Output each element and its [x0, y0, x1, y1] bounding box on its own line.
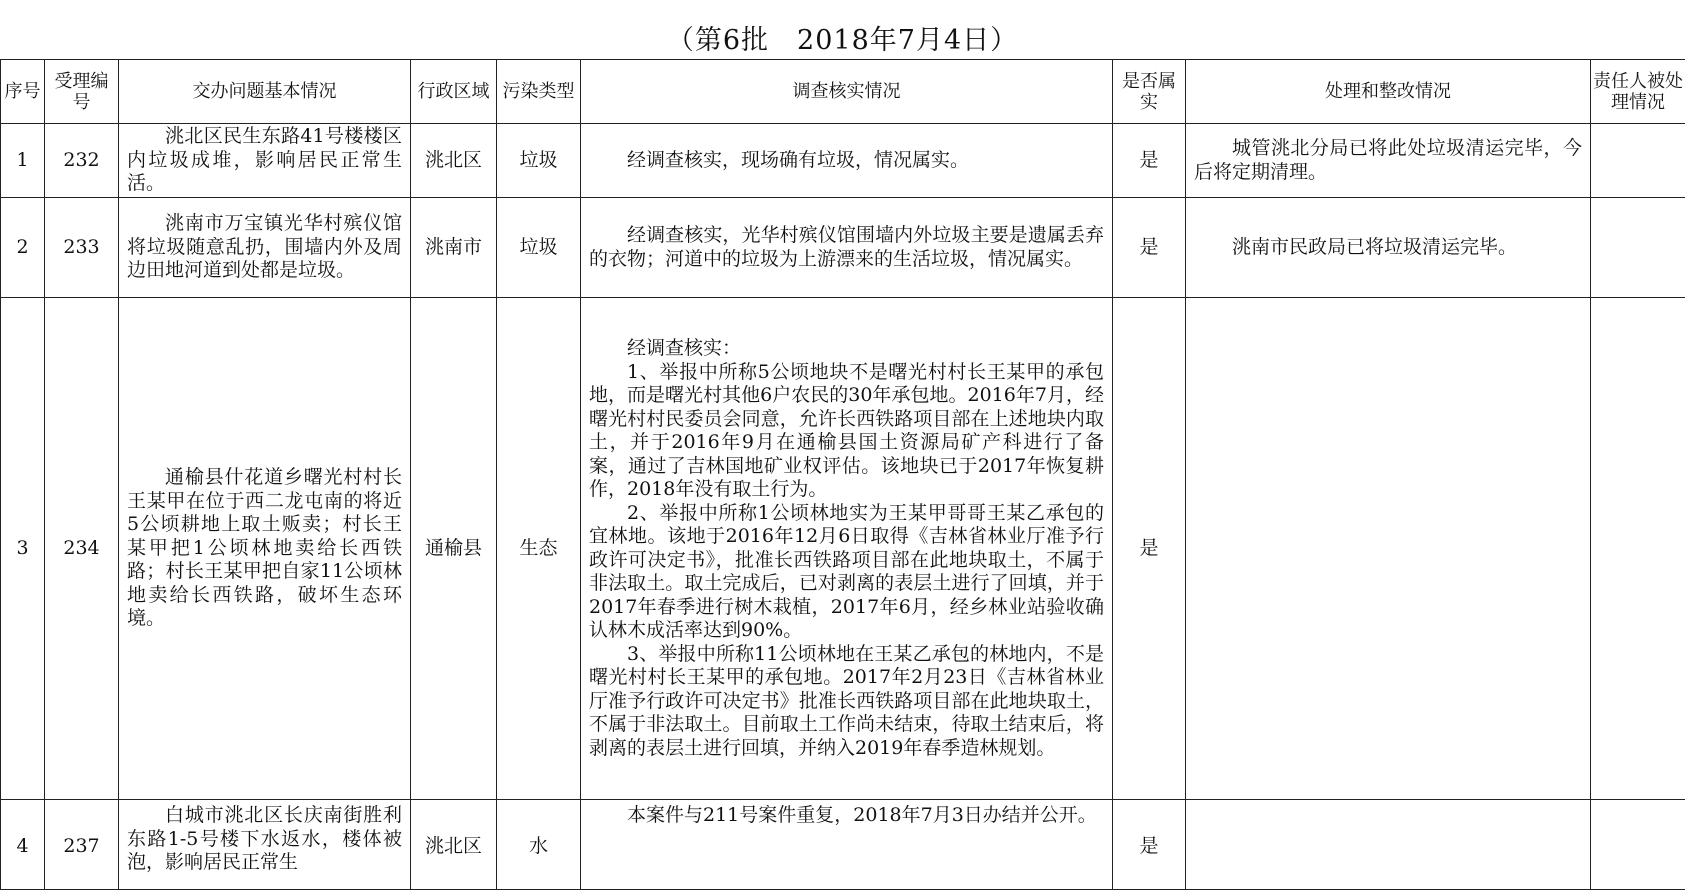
table-header-row	[1, 60, 1685, 124]
cell-summary	[119, 124, 411, 198]
cell-pollution: 垃圾	[497, 124, 581, 198]
cell-handling	[1186, 198, 1591, 298]
cell-case-no: 237	[45, 800, 119, 890]
summary-text: 白城市洮北区长庆南街胜利东路1-5号楼下水返水，楼体被泡，影响居民正常生	[127, 804, 402, 875]
cell-seq: 3	[1, 298, 45, 800]
cell-district: 洮北区	[411, 124, 497, 198]
investigation-point-1: 1、举报中所称5公顷地块不是曙光村村长王某甲的承包地，而是曙光村其他6户农民的30年承包地。2016年7月，经曙光村村民委员会同意，允许长西铁路项目部在上述地块内取土，并于2016年9月在通榆县国土资源局矿产科进行了备案，通过了吉林国地矿业权评估。该地块已于2017年恢复耕作，2018年没有取土行为。	[589, 361, 1104, 502]
cell-accountability	[1591, 800, 1685, 890]
page-title: （第6批 2018年7月4日）	[0, 18, 1685, 57]
cell-seq: 1	[1, 124, 45, 198]
cell-case-no: 232	[45, 124, 119, 198]
cell-investigation	[581, 800, 1113, 890]
cell-summary	[119, 800, 411, 890]
cell-verified: 是	[1113, 198, 1186, 298]
cell-investigation	[581, 198, 1113, 298]
cell-summary	[119, 198, 411, 298]
cell-verified: 是	[1113, 800, 1186, 890]
table-row	[1, 124, 1685, 198]
table-row	[1, 298, 1685, 800]
header-accountability: 责任人被处理情况	[1591, 60, 1685, 124]
header-seq: 序号	[1, 60, 45, 124]
cell-pollution: 水	[497, 800, 581, 890]
handling-text: 城管洮北分局已将此处垃圾清运完毕，今后将定期清理。	[1194, 137, 1582, 184]
investigation-intro: 经调查核实：	[589, 337, 1104, 361]
header-pollution: 污染类型	[497, 60, 581, 124]
investigation-text: 本案件与211号案件重复，2018年7月3日办结并公开。	[589, 804, 1104, 828]
summary-text: 洮南市万宝镇光华村殡仪馆将垃圾随意乱扔，围墙内外及周边田地河道到处都是垃圾。	[127, 212, 402, 283]
handling-text: 洮南市民政局已将垃圾清运完毕。	[1194, 236, 1582, 260]
cell-case-no: 234	[45, 298, 119, 800]
investigation-text: 经调查核实，现场确有垃圾，情况属实。	[589, 149, 1104, 173]
investigation-point-3: 3、举报中所称11公顷林地在王某乙承包的林地内，不是曙光村村长王某甲的承包地。2017年2月23日《吉林省林业厅准予行政许可决定书》批准长西铁路项目部在此地块取土，不属于非法取土。目前取土工作尚未结束，待取土结束后，将剥离的表层土进行回填，并纳入2019年春季造林规划。	[589, 643, 1104, 761]
complaint-table	[0, 59, 1685, 890]
header-verified: 是否属实	[1113, 60, 1186, 124]
cell-pollution: 生态	[497, 298, 581, 800]
summary-text: 洮北区民生东路41号楼楼区内垃圾成堆，影响居民正常生活。	[127, 125, 402, 196]
investigation-text: 经调查核实，光华村殡仪馆围墙内外垃圾主要是遗属丢弃的衣物；河道中的垃圾为上游漂来的生活垃圾，情况属实。	[589, 224, 1104, 271]
header-district: 行政区域	[411, 60, 497, 124]
cell-accountability	[1591, 198, 1685, 298]
cell-seq: 2	[1, 198, 45, 298]
header-investigation: 调查核实情况	[581, 60, 1113, 124]
cell-accountability	[1591, 124, 1685, 198]
cell-verified: 是	[1113, 124, 1186, 198]
cell-summary	[119, 298, 411, 800]
cell-verified: 是	[1113, 298, 1186, 800]
cell-handling	[1186, 800, 1591, 890]
cell-investigation	[581, 124, 1113, 198]
cell-accountability	[1591, 298, 1685, 800]
table-row	[1, 800, 1685, 890]
cell-seq: 4	[1, 800, 45, 890]
investigation-point-2: 2、举报中所称1公顷林地实为王某甲哥哥王某乙承包的宜林地。该地于2016年12月6日取得《吉林省林业厅准予行政许可决定书》，批准长西铁路项目部在此地块取土，不属于非法取土。取土完成后，已对剥离的表层土进行了回填，并于2017年春季进行树木栽植，2017年6月，经乡林业站验收确认林木成活率达到90%。	[589, 502, 1104, 643]
header-case-no: 受理编号	[45, 60, 119, 124]
cell-district: 洮北区	[411, 800, 497, 890]
cell-pollution: 垃圾	[497, 198, 581, 298]
cell-handling	[1186, 298, 1591, 800]
header-summary: 交办问题基本情况	[119, 60, 411, 124]
summary-text: 通榆县什花道乡曙光村村长王某甲在位于西二龙屯南的将近5公顷耕地上取土贩卖；村长王某甲把1公顷林地卖给长西铁路；村长王某甲把自家11公顷林地卖给长西铁路，破坏生态环境。	[127, 466, 402, 631]
cell-investigation	[581, 298, 1113, 800]
cell-district: 通榆县	[411, 298, 497, 800]
cell-handling	[1186, 124, 1591, 198]
header-handling: 处理和整改情况	[1186, 60, 1591, 124]
cell-case-no: 233	[45, 198, 119, 298]
cell-district: 洮南市	[411, 198, 497, 298]
table-row	[1, 198, 1685, 298]
